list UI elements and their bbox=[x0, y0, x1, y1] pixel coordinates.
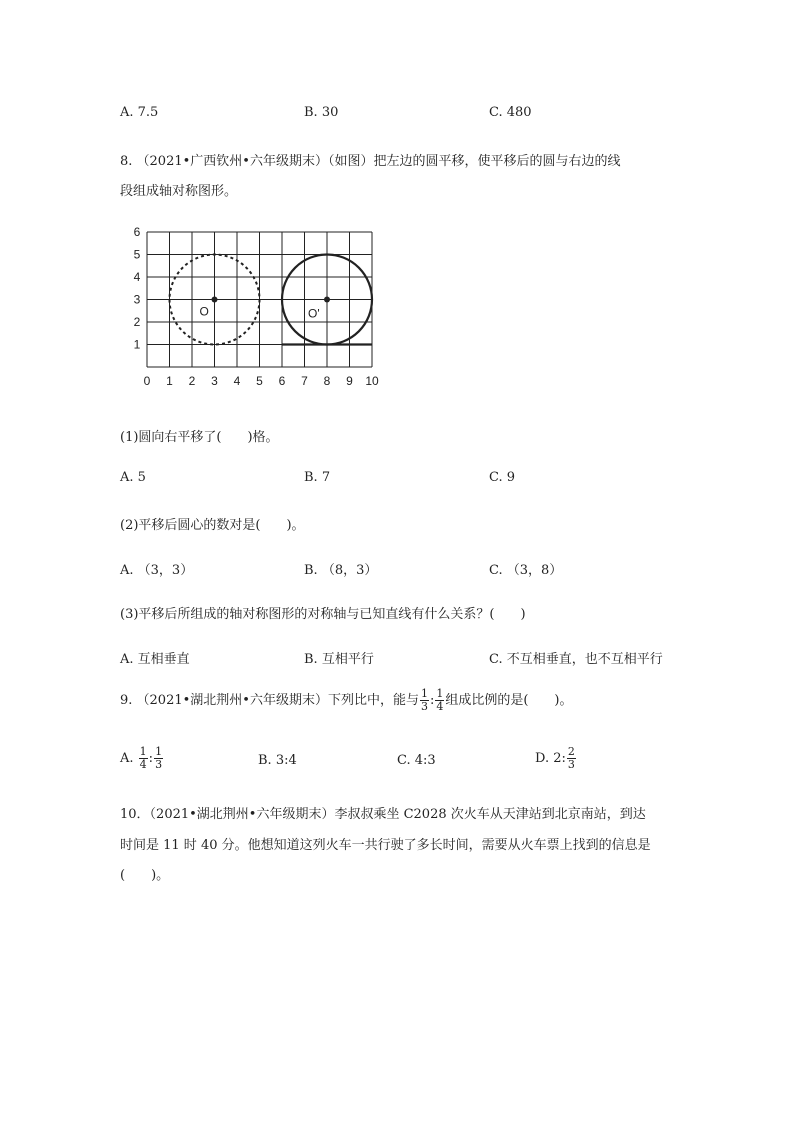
x-tick-label: 0 bbox=[143, 374, 151, 388]
q8-sub3-option-c: C. 不互相垂直，也不互相平行 bbox=[489, 652, 663, 667]
x-tick-label: 3 bbox=[211, 374, 218, 388]
y-tick-label: 5 bbox=[133, 247, 141, 262]
q8-sub2-question: (2)平移后圆心的数对是( )。 bbox=[120, 518, 305, 533]
q9-ratio-second-fraction: $\frac{1}{4}$ bbox=[436, 687, 444, 713]
q7-option-a: A. 7.5 bbox=[120, 105, 159, 120]
q8-sub1-option-c: C. 9 bbox=[489, 470, 516, 485]
x-tick-label: 9 bbox=[346, 374, 353, 388]
q9-stem bbox=[120, 688, 573, 713]
q9-prefix: 9. （2021•湖北荆州•六年级期末）下列比中，能与 bbox=[120, 693, 419, 708]
q9-ratio-first-fraction: $\frac{1}{3}$ bbox=[420, 687, 428, 713]
q8-sub2-option-c: C. （3，8） bbox=[489, 563, 563, 578]
q10-stem-line1: 10．（2021•湖北荆州•六年级期末）李叔叔乘坐 C2028 次火车从天津站到北京南站，到达 bbox=[120, 807, 646, 822]
y-tick-label: 6 bbox=[133, 225, 141, 239]
q9-option-a: A. $\frac{1}{4}$ : $\frac{1}{3}$ bbox=[120, 745, 163, 771]
center-point-o bbox=[212, 297, 218, 303]
q8-sub3-option-a: A. 互相垂直 bbox=[120, 652, 190, 667]
label-o: O bbox=[199, 304, 209, 319]
q9-suffix: 组成比例的是( )。 bbox=[445, 693, 573, 708]
q8-sub1-option-b: B. 7 bbox=[304, 470, 331, 485]
q9-option-c: C. 4:3 bbox=[397, 753, 436, 768]
y-tick-label: 4 bbox=[133, 270, 141, 284]
q8-stem-line2: 段组成轴对称图形。 bbox=[120, 184, 238, 199]
x-tick-label: 1 bbox=[166, 374, 173, 388]
q9-option-b: B. 3:4 bbox=[258, 753, 297, 768]
x-tick-label: 5 bbox=[256, 374, 263, 388]
grid-figure bbox=[125, 225, 395, 395]
x-tick-label: 2 bbox=[188, 374, 196, 388]
q8-sub1-question: (1)圆向右平移了( )格。 bbox=[120, 430, 279, 445]
q8-sub1-option-a: A. 5 bbox=[120, 470, 146, 485]
y-tick-label: 3 bbox=[133, 292, 141, 307]
q8-sub2-option-b: B. （8，3） bbox=[304, 563, 378, 578]
y-tick-label: 2 bbox=[133, 315, 141, 329]
q8-sub3-question: (3)平移后所组成的轴对称图形的对称轴与已知直线有什么关系？( ) bbox=[120, 607, 526, 622]
x-tick-label: 4 bbox=[233, 374, 241, 388]
x-tick-label: 6 bbox=[278, 374, 286, 388]
q7-option-c: C. 480 bbox=[489, 105, 532, 120]
q7-option-b: B. 30 bbox=[304, 105, 339, 120]
label-o-prime: O' bbox=[308, 306, 320, 321]
q10-stem-line3: ( )。 bbox=[120, 868, 170, 883]
x-tick-label: 8 bbox=[323, 374, 331, 388]
x-tick-label: 10 bbox=[365, 374, 379, 388]
q9-ratio-sep: : bbox=[429, 693, 435, 708]
q8-sub2-option-a: A. （3，3） bbox=[120, 563, 194, 578]
y-tick-label: 1 bbox=[133, 337, 141, 352]
center-point-o-prime bbox=[324, 297, 330, 303]
q8-stem-line1: 8. （2021•广西钦州•六年级期末）（如图）把左边的圆平移，使平移后的圆与右边的线 bbox=[120, 154, 621, 169]
q10-stem-line2: 时间是 11 时 40 分。他想知道这列火车一共行驶了多长时间，需要从火车票上找到的信息是 bbox=[120, 838, 651, 853]
q8-sub3-option-b: B. 互相平行 bbox=[304, 652, 374, 667]
x-tick-label: 7 bbox=[301, 374, 308, 388]
q9-option-d: D. 2: $\frac{2}{3}$ bbox=[535, 745, 575, 771]
